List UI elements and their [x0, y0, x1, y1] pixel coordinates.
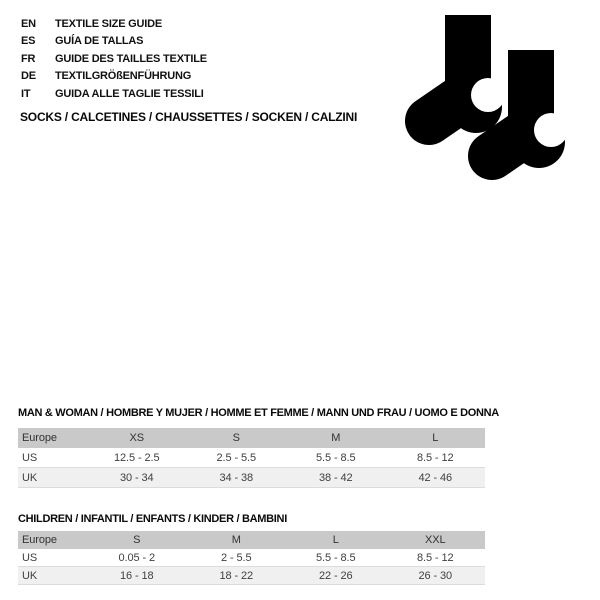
size-cell: 30 - 34 — [119, 471, 154, 484]
size-cell: 2.5 - 5.5 — [216, 451, 256, 464]
table-man-woman-title: MAN & WOMAN / HOMBRE Y MUJER / HOMME ET FEMME / MANN UND FRAU / UOMO E DONNA — [18, 407, 499, 419]
row-label: UK — [22, 471, 38, 484]
size-cell: 0.05 - 2 — [118, 551, 155, 564]
language-row-it — [21, 85, 207, 103]
table-header-row — [18, 428, 485, 448]
language-code: EN — [21, 17, 36, 30]
table-header-row — [18, 531, 485, 549]
size-cell: 16 - 18 — [119, 569, 154, 582]
header-cell-size: M — [231, 534, 241, 546]
language-code: FR — [21, 52, 36, 65]
language-row-es — [21, 33, 207, 51]
language-label: TEXTILGRÖßENFÜHRUNG — [55, 70, 192, 83]
table-row-uk — [18, 567, 485, 585]
language-list — [21, 15, 207, 103]
table-children-title: CHILDREN / INFANTIL / ENFANTS / KINDER / BAMBINI — [18, 513, 287, 525]
size-table-children — [18, 531, 485, 585]
table-man-woman — [18, 407, 499, 488]
header-cell-region: Europe — [22, 432, 57, 444]
language-label: GUIDE DES TAILLES TEXTILE — [55, 52, 207, 65]
table-row-us — [18, 448, 485, 468]
language-label: GUIDA ALLE TAGLIE TESSILI — [55, 87, 204, 100]
header-cell-size: M — [331, 432, 341, 444]
table-row-us — [18, 549, 485, 567]
header-cell-region: Europe — [22, 534, 57, 546]
language-label: GUÍA DE TALLAS — [55, 35, 144, 48]
size-cell: 18 - 22 — [219, 569, 254, 582]
language-code: DE — [21, 70, 36, 83]
header-cell-size: XXL — [425, 534, 446, 546]
socks-icon — [400, 10, 570, 190]
size-cell: 8.5 - 12 — [416, 451, 454, 464]
header-cell-size: L — [332, 534, 339, 546]
row-label: US — [22, 551, 38, 564]
language-code: IT — [21, 87, 31, 100]
header-cell-size: S — [232, 432, 240, 444]
size-cell: 42 - 46 — [418, 471, 453, 484]
size-cell: 2 - 5.5 — [221, 551, 252, 564]
size-cell: 8.5 - 12 — [416, 551, 454, 564]
row-label: US — [22, 451, 38, 464]
row-label: UK — [22, 569, 38, 582]
size-cell: 22 - 26 — [318, 569, 353, 582]
language-label: TEXTILE SIZE GUIDE — [55, 17, 163, 30]
size-table-man-woman — [18, 428, 485, 488]
category-title: SOCKS / CALCETINES / CHAUSSETTES / SOCKEN / CALZINI — [20, 110, 358, 124]
size-cell: 38 - 42 — [318, 471, 353, 484]
table-children — [18, 513, 485, 585]
language-row-fr — [21, 50, 207, 68]
header-cell-size: S — [133, 534, 141, 546]
size-cell: 12.5 - 2.5 — [114, 451, 160, 464]
size-cell: 26 - 30 — [418, 569, 453, 582]
language-row-de — [21, 68, 207, 86]
size-cell: 34 - 38 — [219, 471, 254, 484]
size-cell: 5.5 - 8.5 — [316, 451, 356, 464]
table-row-uk — [18, 468, 485, 488]
size-cell: 5.5 - 8.5 — [316, 551, 356, 564]
language-row-en — [21, 15, 207, 33]
header-cell-size: L — [432, 432, 439, 444]
language-code: ES — [21, 35, 36, 48]
header-cell-size: XS — [129, 432, 144, 444]
